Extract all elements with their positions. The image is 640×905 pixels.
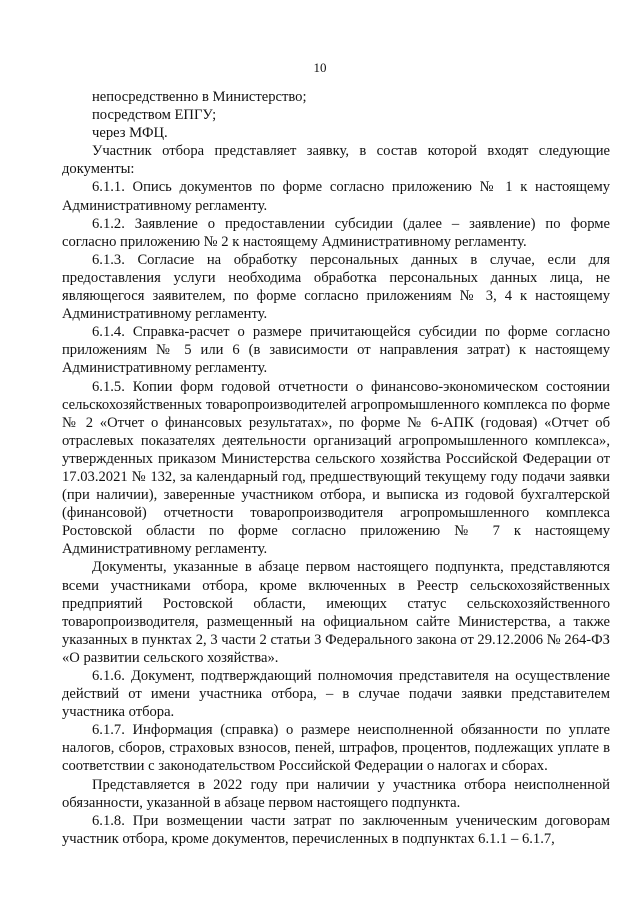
paragraph-6-1-5-note: Документы, указанные в абзаце первом настоящего подпункта, представляются всеми участниками отбора, кроме включенных в Реестр сельскохозяйственных предприятий Ростовской области, имеющих статус сельскохозяйственного товаропроизводителя, размещенный на официальном сайте Министерства, а также указанных в пунктах 2, 3 части 2 статьи 3 Федерального закона от 29.12.2006 № 264-ФЗ «О развитии сельского хозяйства». [62,559,610,666]
paragraph-6-1-7-note: Представляется в 2022 году при наличии у участника отбора неисполненной обязанности, указанной в абзаце первом настоящего подпункта. [62,776,610,811]
document-body [62,88,610,848]
paragraph-6-1-4: 6.1.4. Справка-расчет о размере причитающейся субсидии по форме согласно приложениям № 5 или 6 (в зависимости от направления затрат) к настоящему Административному регламенту. [62,324,610,377]
paragraph-delivery-epgu: посредством ЕПГУ; [92,107,217,124]
paragraph-6-1-3: 6.1.3. Согласие на обработку персональных данных в случае, если для предоставления услуги необходима обработка персональных данных лица, не являющегося заявителем, по форме согласно приложениям № 3, 4 к настоящему Административному регламенту. [62,251,610,323]
paragraph-6-1-2: 6.1.2. Заявление о предоставлении субсидии (далее – заявление) по форме согласно приложению № 2 к настоящему Административному регламенту. [62,215,610,250]
paragraph-delivery-mfc: через МФЦ. [92,125,168,142]
paragraph-delivery-ministry: непосредственно в Министерство; [92,89,307,105]
paragraph-6-1-5: 6.1.5. Копии форм годовой отчетности о финансово-экономическом состоянии сельскохозяйственных товаропроизводителей агропромышленного комплекса по форме № 2 «Отчет о финансовых результатах», по форме № 6-АПК (годовая) «Отчет об отраслевых показателях деятельности организаций агропромышленного комплекса», утвержденных приказом Министерства сельского хозяйства Российской Федерации от 17.03.2021 № 132, за календарный год, предшествующий текущему году подачи заявки (при наличии), заверенные участником отбора, и выписка из годовой бухгалтерской (финансовой) отчетности товаропроизводителя агропромышленного комплекса Ростовской области по форме согласно приложению № 7 к настоящему Административному регламенту. [62,378,610,558]
paragraph-6-1-1: 6.1.1. Опись документов по форме согласно приложению № 1 к настоящему Административному регламенту. [62,179,610,214]
paragraph-6-1-6: 6.1.6. Документ, подтверждающий полномочия представителя на осуществление действий от имени участника отбора, – в случае подачи заявки представителем участника отбора. [62,668,610,721]
paragraph-6-1-8: 6.1.8. При возмещении части затрат по заключенным ученическим договорам участник отбора, кроме документов, перечисленных в подпунктах 6.1.1 – 6.1.7, [62,812,610,847]
paragraph-application-intro: Участник отбора представляет заявку, в состав которой входят следующие документы: [62,143,610,178]
page-number: 10 [313,60,327,75]
paragraph-6-1-7: 6.1.7. Информация (справка) о размере неисполненной обязанности по уплате налогов, сборов, страховых взносов, пеней, штрафов, процентов, подлежащих уплате в соответствии с законодательством Российской Федерации о налогах и сборах. [62,722,610,775]
